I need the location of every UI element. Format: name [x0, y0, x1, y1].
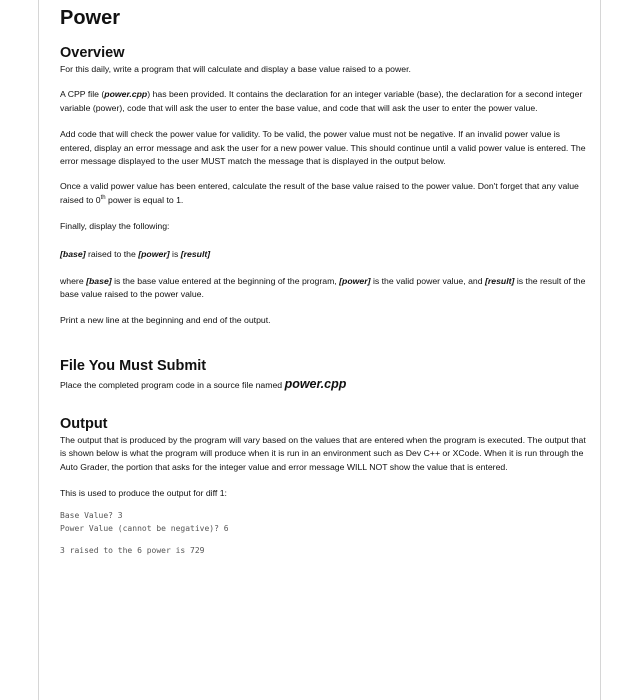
p6-text-a: where: [60, 276, 87, 287]
p1-text-b: ) has been provided. It contains the declaration for an integer variable (base), the declaration for a second integer variable (power), code that will ask the user to enter the base value, and code that will ask the user to enter the power value.: [60, 89, 583, 113]
page-title: Power: [60, 7, 121, 29]
submit-text: [60, 378, 588, 392]
overview-paragraph-1: [60, 88, 588, 115]
p6-text-d: is the result of the base value raised to the power value.: [60, 276, 586, 300]
p6-result: [result]: [484, 276, 515, 287]
sample-output-code: [60, 510, 588, 557]
p6-power: [power]: [339, 276, 371, 287]
code-line: Power Value (cannot be negative)? 6: [60, 523, 229, 533]
overview-paragraph-2: Add code that will check the power value for validity. To be valid, the power value must not be negative. If an invalid power value is entered, display an error message and ask the user for a new power value. This should continue until a valid power value is entered. The error message displayed to the user MUST match the message that is displayed in the output below.: [60, 129, 586, 167]
p1-text-a: A CPP file (: [60, 89, 105, 100]
format-result: [result]: [180, 248, 211, 259]
p6-text-c: is the valid power value, and: [370, 276, 485, 287]
p3-text-b: power is equal to 1.: [105, 194, 184, 205]
submit-text-label: Place the completed program code in a source file named: [60, 380, 285, 391]
code-line: Base Value? 3: [60, 511, 123, 521]
overview-heading: Overview: [60, 45, 125, 61]
p3-superscript: th: [100, 194, 106, 201]
output-heading: Output: [60, 415, 108, 432]
document-content: [60, 6, 588, 558]
overview-paragraph-4: Finally, display the following:: [60, 221, 170, 232]
output-paragraph-2: This is used to produce the output for diff 1:: [60, 487, 227, 498]
overview-paragraph-7: Print a new line at the beginning and end of the output.: [60, 314, 271, 325]
overview-intro: For this daily, write a program that will calculate and display a base value raised to a power.: [60, 64, 411, 74]
p6-base: [base]: [86, 276, 112, 287]
format-mid-1: raised to the: [85, 248, 139, 259]
page-border-right: [600, 0, 601, 700]
p3-text-a: Once a valid power value has been entered, calculate the result of the base value raised to the power value. Don't forget that any value raised to 0: [60, 181, 579, 205]
code-line: 3 raised to the 6 power is 729: [60, 546, 205, 556]
format-base: [base]: [60, 248, 86, 259]
submit-filename: power.cpp: [284, 377, 347, 392]
output-format-line: [60, 248, 588, 261]
submit-heading: File You Must Submit: [60, 358, 207, 375]
overview-paragraph-3: [60, 180, 588, 207]
p1-filename: power.cpp: [104, 89, 148, 100]
format-power: [power]: [138, 248, 170, 259]
output-paragraph-1: The output that is produced by the program will vary based on the values that are entered when the program is executed. The output that is shown below is what the program will produce when it is run in an environment such as Dev C++ or XCode. When it is run through the Auto Grader, the portion that asks for the integer value and error message WILL NOT show the value that is entered.: [60, 434, 586, 472]
page-border-left: [38, 0, 39, 700]
p6-text-b: is the base value entered at the beginning of the program,: [111, 276, 340, 287]
format-mid-2: is: [169, 248, 181, 259]
overview-paragraph-6: [60, 275, 588, 302]
